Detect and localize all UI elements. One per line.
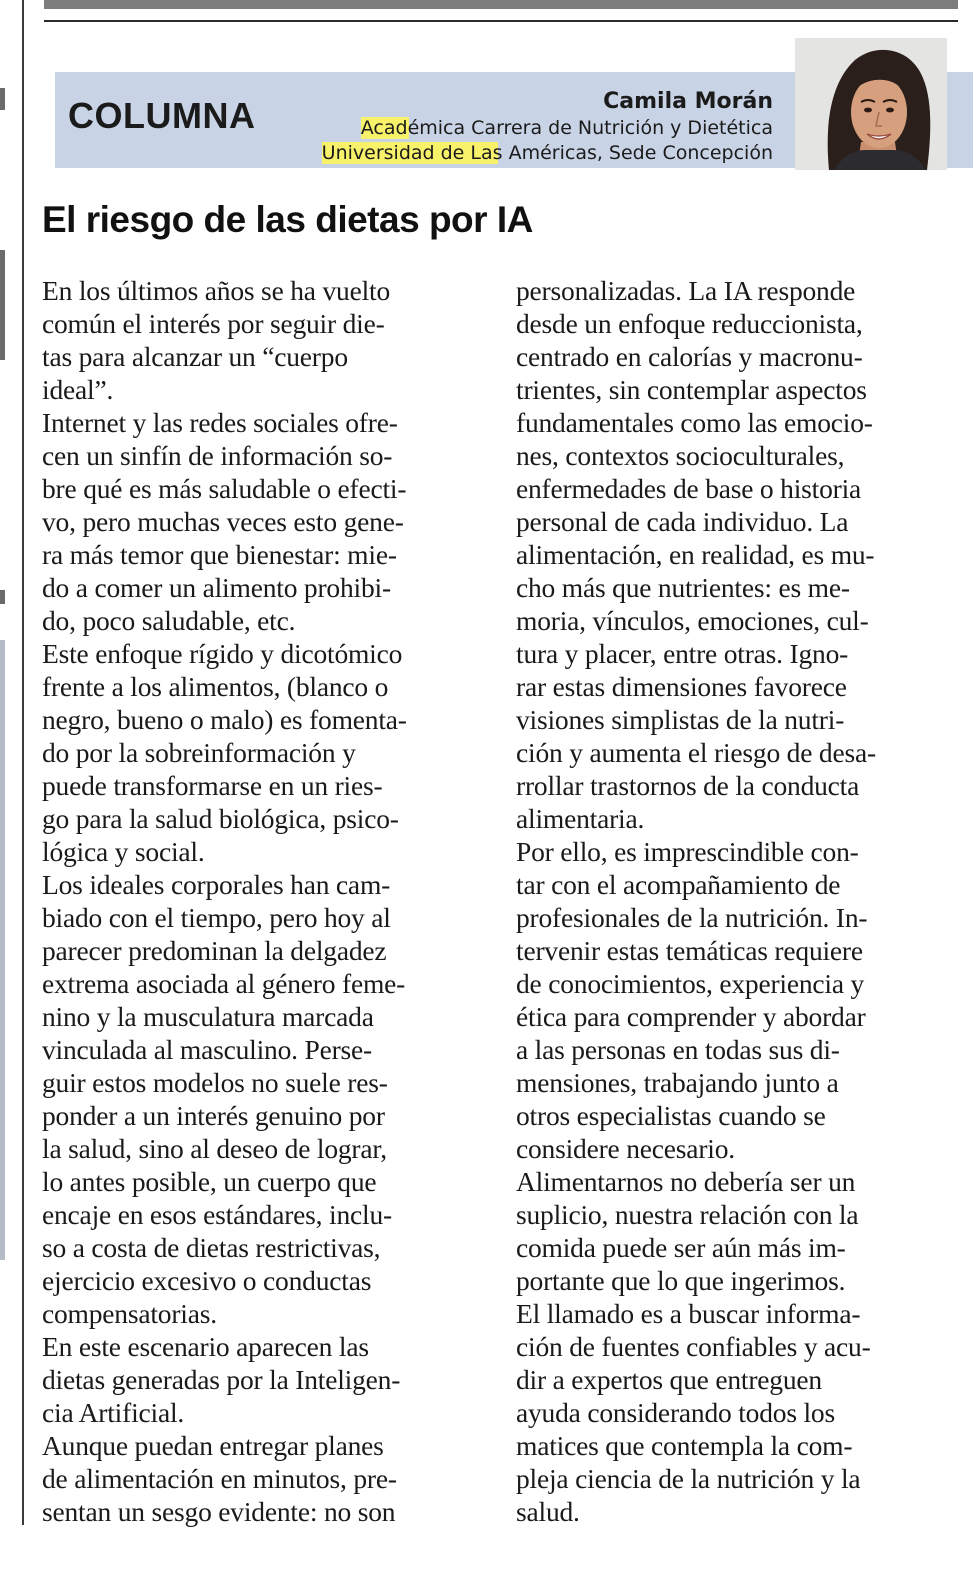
body-text-line: Este enfoque rígido y dicotómico <box>42 638 403 669</box>
body-text-line: desde un enfoque reduccionista, <box>516 308 863 339</box>
author-photo <box>795 38 947 170</box>
top-gray-bar <box>44 0 958 9</box>
body-text-line: sentan un sesgo evidente: no son <box>42 1496 396 1527</box>
body-text-line: puede transformarse en un ries- <box>42 770 383 801</box>
body-text-line: do, poco saludable, etc. <box>42 605 296 636</box>
body-text-line: En este escenario aparecen las <box>42 1331 369 1362</box>
body-text-line: do por la sobreinformación y <box>42 737 356 768</box>
body-text-line: centrado en calorías y macronu- <box>516 341 863 372</box>
body-text-line: extrema asociada al género feme- <box>42 968 406 999</box>
author-byline <box>322 88 773 166</box>
author-role-text: Académica Carrera de Nutrición y Dietética <box>360 117 773 139</box>
body-text-line: personal de cada individuo. La <box>516 506 849 537</box>
body-text-line: ayuda considerando todos los <box>516 1397 835 1428</box>
article-headline: El riesgo de las dietas por IA <box>42 199 533 240</box>
body-text-line: Internet y las redes sociales ofre- <box>42 407 398 438</box>
body-text-line: enfermedades de base o historia <box>516 473 862 504</box>
body-text-line: parecer predominan la delgadez <box>42 935 387 966</box>
body-text-line: cia Artificial. <box>42 1397 185 1428</box>
body-text-line: bre qué es más saludable o efecti- <box>42 473 407 504</box>
body-text-line: Alimentarnos no debería ser un <box>516 1166 856 1197</box>
body-text-line: personalizadas. La IA responde <box>516 275 856 306</box>
body-text-line: la salud, sino al deseo de lograr, <box>42 1133 387 1164</box>
body-text-line: rrollar trastornos de la conducta <box>516 770 860 801</box>
body-text-line: En los últimos años se ha vuelto <box>42 275 391 306</box>
body-text-line: tas para alcanzar un “cuerpo <box>42 341 348 372</box>
body-text-line: nes, contextos socioculturales, <box>516 440 845 471</box>
author-role <box>322 116 773 141</box>
body-text-line: profesionales de la nutrición. In- <box>516 902 868 933</box>
author-photo-frame <box>795 38 947 170</box>
body-text-line: ra más temor que bienestar: mie- <box>42 539 397 570</box>
body-text-line: fundamentales como las emocio- <box>516 407 873 438</box>
body-text-line: Los ideales corporales han cam- <box>42 869 391 900</box>
body-text-line: vinculada al masculino. Perse- <box>42 1034 373 1065</box>
body-text-line: ponder a un interés genuino por <box>42 1100 385 1131</box>
body-text-line: alimentaria. <box>516 803 645 834</box>
body-text-line: de conocimientos, experiencia y <box>516 968 865 999</box>
body-text-line: go para la salud biológica, psico- <box>42 803 399 834</box>
body-text-line: salud. <box>516 1496 580 1527</box>
body-text-line: otros especialistas cuando se <box>516 1100 826 1131</box>
body-text-line: do a comer un alimento prohibi- <box>42 572 391 603</box>
body-text-line: considere necesario. <box>516 1133 735 1164</box>
body-text-line: cho más que nutrientes: es me- <box>516 572 850 603</box>
body-text-line: lógica y social. <box>42 836 205 867</box>
body-text-line: dietas generadas por la Inteligen- <box>42 1364 401 1395</box>
body-text-line: a las personas en todas sus di- <box>516 1034 840 1065</box>
body-text-line: nino y la musculatura marcada <box>42 1001 374 1032</box>
body-text-line: ejercicio excesivo o conductas <box>42 1265 372 1296</box>
author-name: Camila Morán <box>603 89 773 114</box>
body-text-line: ideal”. <box>42 374 114 405</box>
article-column-left <box>42 274 494 1528</box>
body-text-line: guir estos modelos no suele res- <box>42 1067 388 1098</box>
body-text-line: lo antes posible, un cuerpo que <box>42 1166 377 1197</box>
body-text-line: so a costa de dietas restrictivas, <box>42 1232 381 1263</box>
body-text-line: portante que lo que ingerimos. <box>516 1265 846 1296</box>
body-text-line: mensiones, trabajando junto a <box>516 1067 839 1098</box>
body-text-line: tervenir estas temáticas requiere <box>516 935 863 966</box>
body-text-line: rar estas dimensiones favorece <box>516 671 847 702</box>
body-text-line: comida puede ser aún más im- <box>516 1232 846 1263</box>
body-text-line: frente a los alimentos, (blanco o <box>42 671 389 702</box>
body-text-line: vo, pero muchas veces esto gene- <box>42 506 404 537</box>
body-text-line: tura y placer, entre otras. Igno- <box>516 638 849 669</box>
body-text-line: dir a expertos que entreguen <box>516 1364 822 1395</box>
body-text-line: cen un sinfín de información so- <box>42 440 393 471</box>
body-text-line: encaje en esos estándares, inclu- <box>42 1199 392 1230</box>
body-text-line: compensatorias. <box>42 1298 217 1329</box>
top-rule <box>44 20 958 22</box>
body-text-line: ción y aumenta el riesgo de desa- <box>516 737 876 768</box>
body-text-line: suplicio, nuestra relación con la <box>516 1199 859 1230</box>
author-institution <box>322 141 773 166</box>
body-text-line: común el interés por seguir die- <box>42 308 385 339</box>
left-margin-marks <box>0 0 6 1580</box>
article-column-right <box>516 274 956 1528</box>
body-text-line: El llamado es a buscar informa- <box>516 1298 861 1329</box>
body-text-line: Por ello, es imprescindible con- <box>516 836 859 867</box>
body-text-line: biado con el tiempo, pero hoy al <box>42 902 391 933</box>
body-text-line: negro, bueno o malo) es fomenta- <box>42 704 407 735</box>
author-institution-text: Universidad de Las Américas, Sede Concepción <box>321 142 773 164</box>
body-text-line: Aunque puedan entregar planes <box>42 1430 384 1461</box>
body-text-line: ción de fuentes confiables y acu- <box>516 1331 871 1362</box>
body-text-line: visiones simplistas de la nutri- <box>516 704 845 735</box>
body-text-line: moria, vínculos, emociones, cul- <box>516 605 869 636</box>
body-text-line: alimentación, en realidad, es mu- <box>516 539 875 570</box>
left-column-rule <box>22 0 24 1525</box>
body-text-line: matices que contempla la com- <box>516 1430 853 1461</box>
body-text-line: tar con el acompañamiento de <box>516 869 841 900</box>
body-text-line: ética para comprender y abordar <box>516 1001 866 1032</box>
body-text-line: de alimentación en minutos, pre- <box>42 1463 397 1494</box>
section-label: COLUMNA <box>68 95 256 136</box>
body-text-line: trientes, sin contemplar aspectos <box>516 374 867 405</box>
body-text-line: pleja ciencia de la nutrición y la <box>516 1463 861 1494</box>
